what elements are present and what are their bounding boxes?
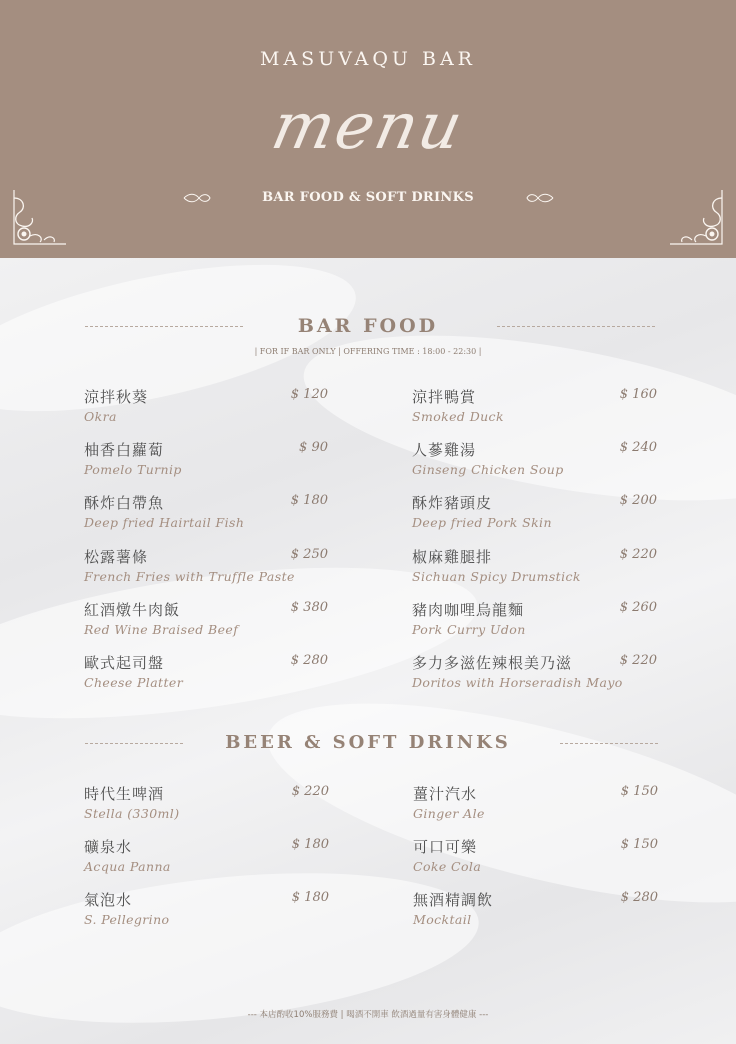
- menu-item: [84, 386, 148, 424]
- item-name-zh: 人蔘雞湯: [412, 441, 477, 460]
- item-name-zh: 柚香白蘿蔔: [84, 441, 165, 460]
- bar-food-note: | FOR IF BAR ONLY | OFFERING TIME : 18:00 - 22:30 |: [254, 347, 482, 356]
- bar-name: MASUVAQU BAR: [260, 48, 476, 70]
- drinks-heading: BEER & SOFT DRINKS: [225, 732, 511, 753]
- item-name-en: Sichuan Spicy Drumstick: [412, 568, 581, 584]
- item-name-en: S. Pellegrino: [84, 912, 170, 927]
- item-name-zh: 歐式起司盤: [84, 654, 165, 672]
- item-name-en: Mocktail: [413, 912, 472, 927]
- item-price: $ 180: [290, 493, 328, 509]
- item-name-en: Deep fried Pork Skin: [412, 515, 552, 531]
- item-name-en: Ginseng Chicken Soup: [412, 462, 564, 478]
- item-name-zh: 時代生啤酒: [84, 785, 165, 803]
- item-name-zh: 涼拌秋葵: [84, 388, 149, 406]
- item-price: $ 180: [291, 890, 329, 905]
- item-name-en: Deep fried Hairtail Fish: [84, 515, 245, 531]
- item-name-en: Pork Curry Udon: [412, 621, 526, 637]
- item-price: $ 250: [290, 546, 328, 562]
- item-price: $ 240: [619, 440, 657, 456]
- item-name-zh: 無酒精調飲: [413, 891, 494, 909]
- corner-flourish-right-icon: [668, 188, 726, 248]
- item-name-zh: 酥炸白帶魚: [84, 494, 165, 513]
- divider-right: [560, 743, 658, 744]
- item-name-en: Red Wine Braised Beef: [84, 621, 239, 637]
- item-name-en: Doritos with Horseradish Mayo: [412, 675, 623, 690]
- menu-header: [0, 0, 736, 258]
- menu-item: [412, 546, 581, 584]
- menu-item: [84, 836, 171, 874]
- item-price: $ 150: [620, 784, 658, 799]
- item-name-zh: 薑汁汽水: [413, 785, 478, 803]
- item-name-en: French Fries with Truffle Paste: [84, 568, 295, 584]
- menu-item: [84, 439, 182, 477]
- menu-item: [412, 386, 504, 424]
- item-price: $ 280: [290, 653, 328, 668]
- item-name-en: Okra: [84, 409, 117, 424]
- footer-notice: --- 本店酌收10%服務費 | 喝酒不開車 飲酒過量有害身體健康 ---: [247, 1010, 489, 1020]
- menu-item: [413, 836, 481, 874]
- menu-item: [84, 492, 244, 530]
- item-price: $ 200: [619, 493, 657, 509]
- menu-item: [84, 783, 179, 821]
- item-name-zh: 礦泉水: [84, 838, 133, 856]
- item-price: $ 160: [619, 387, 657, 402]
- item-price: $ 280: [620, 890, 658, 905]
- item-price: $ 380: [290, 599, 328, 615]
- item-name-zh: 椒麻雞腿排: [412, 547, 493, 566]
- item-price: $ 220: [291, 784, 329, 799]
- item-price: $ 90: [299, 440, 328, 456]
- item-name-en: Smoked Duck: [412, 409, 504, 424]
- item-price: $ 180: [291, 837, 329, 852]
- menu-item: [84, 889, 169, 927]
- menu-item: [84, 546, 295, 584]
- item-name-en: Ginger Ale: [413, 806, 485, 821]
- menu-item: [412, 652, 623, 690]
- item-price: $ 120: [290, 387, 328, 402]
- item-price: $ 220: [619, 653, 657, 668]
- divider-right: [497, 326, 655, 327]
- item-name-zh: 酥炸豬頭皮: [412, 494, 493, 513]
- item-price: $ 150: [620, 837, 658, 852]
- item-name-en: Pomelo Turnip: [84, 462, 182, 478]
- item-name-en: Stella (330ml): [84, 806, 180, 821]
- item-name-en: Acqua Panna: [84, 859, 171, 874]
- menu-item: [412, 439, 564, 477]
- item-name-zh: 氣泡水: [84, 891, 133, 909]
- item-name-zh: 涼拌鴨賞: [412, 388, 477, 406]
- menu-item: [84, 652, 183, 690]
- item-price: $ 260: [619, 599, 657, 615]
- swirl-ornament-right-icon: [526, 191, 554, 205]
- menu-script-title: menu: [265, 90, 471, 164]
- menu-item: [412, 492, 552, 530]
- bar-food-heading: BAR FOOD: [297, 315, 439, 337]
- menu-subtitle: BAR FOOD & SOFT DRINKS: [262, 190, 474, 205]
- item-name-zh: 可口可樂: [413, 838, 478, 856]
- item-price: $ 220: [619, 546, 657, 562]
- item-name-zh: 松露薯條: [84, 547, 149, 566]
- item-name-zh: 多力多滋佐辣根美乃滋: [412, 654, 573, 672]
- menu-item: [413, 889, 493, 927]
- corner-flourish-left-icon: [10, 188, 68, 248]
- menu-item: [413, 783, 485, 821]
- item-name-zh: 豬肉咖哩烏龍麵: [412, 600, 525, 619]
- menu-item: [412, 599, 526, 637]
- menu-item: [84, 599, 238, 637]
- item-name-zh: 紅酒燉牛肉飯: [84, 600, 181, 619]
- item-name-en: Cheese Platter: [84, 675, 184, 690]
- item-name-en: Coke Cola: [413, 859, 482, 874]
